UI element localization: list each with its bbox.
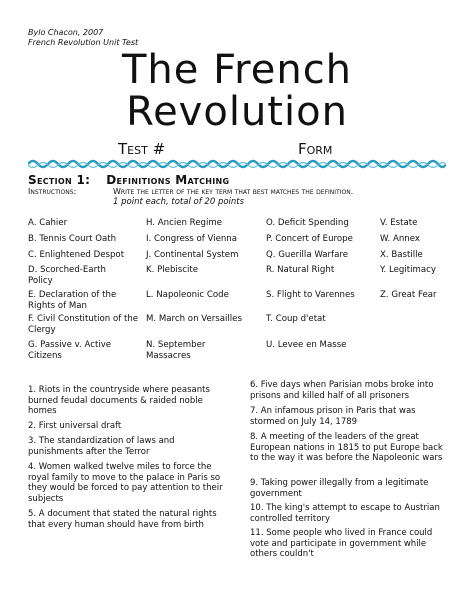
term-b: B. Tennis Court Oath — [28, 234, 117, 244]
question-1: 1. Riots in the countryside where peasants burned feudal documents & raided noble homes — [28, 385, 210, 416]
question-3: 3. The standardization of laws and punishments after the Terror — [28, 436, 175, 457]
term-l: L. Napoleonic Code — [146, 290, 229, 300]
author-block — [28, 28, 138, 48]
question-4: 4. Women walked twelve miles to force the royal family to move to the palace in Paris so they would be forced to pay attention to their subjects — [28, 462, 223, 504]
term-i: I. Congress of Vienna — [146, 234, 238, 244]
term-y: Y. Legitimacy — [380, 265, 436, 275]
section-heading — [28, 173, 229, 187]
section-title: Definitions Matching — [106, 173, 230, 187]
decorative-border — [28, 158, 446, 170]
question-9: 9. Taking power illegally from a legitimate government — [250, 478, 429, 499]
term-z: Z. Great Fear — [380, 290, 437, 300]
test-number-label: Test # — [118, 140, 166, 158]
term-w: W. Annex — [380, 234, 420, 244]
title-line-2: Revolution — [126, 89, 348, 135]
term-p: P. Concert of Europe — [266, 234, 353, 244]
term-e: E. Declaration of the Rights of Man — [28, 290, 117, 311]
question-11: 11. Some people who lived in France could vote and participate in government while others couldn't — [250, 528, 433, 559]
term-n: N. September Massacres — [146, 340, 206, 361]
term-x: X. Bastille — [380, 250, 423, 260]
term-h: H. Ancien Regime — [146, 218, 223, 228]
question-8: 8. A meeting of the leaders of the great European nations in 1815 to put Europe back to the way it was before the Napoleonic wars — [250, 432, 443, 463]
term-f: F. Civil Constitution of the Clergy — [28, 314, 139, 335]
question-6: 6. Five days when Parisian mobs broke into prisons and killed half of all prisoners — [250, 380, 434, 401]
question-7: 7. An infamous prison in Paris that was stormed on July 14, 1789 — [250, 406, 416, 427]
term-j: J. Continental System — [146, 250, 239, 260]
term-c: C. Enlightened Despot — [28, 250, 125, 260]
section-number: Section 1: — [28, 173, 91, 187]
term-g: G. Passive v. Active Citizens — [28, 340, 112, 361]
points-note: 1 point each, total of 20 points — [113, 197, 245, 207]
term-s: S. Flight to Varennes — [266, 290, 355, 300]
form-label: Form — [298, 140, 333, 158]
term-m: M. March on Versailles — [146, 314, 242, 324]
term-t: T. Coup d'etat — [266, 314, 326, 324]
term-r: R. Natural Right — [266, 265, 335, 275]
title-line-1: The French — [121, 47, 353, 93]
term-k: K. Plebiscite — [146, 265, 199, 275]
author-line: Bylo Chacon, 2007 — [28, 28, 104, 37]
instructions-label: Instructions: — [28, 187, 77, 196]
term-v: V. Estate — [380, 218, 418, 228]
course-line: French Revolution Unit Test — [28, 38, 139, 47]
term-o: O. Deficit Spending — [266, 218, 349, 228]
question-10: 10. The king's attempt to escape to Austrian controlled territory — [250, 503, 440, 524]
question-2: 2. First universal draft — [28, 421, 122, 431]
term-d: D. Scorched-Earth Policy — [28, 265, 106, 286]
term-a: A. Cahier — [28, 218, 68, 228]
question-5: 5. A document that stated the natural rights that every human should have from birth — [28, 509, 217, 530]
instructions-text: Write the letter of the key term that best matches the definition. — [113, 187, 354, 196]
term-u: U. Levee en Masse — [266, 340, 347, 350]
term-q: Q. Guerilla Warfare — [266, 250, 348, 260]
